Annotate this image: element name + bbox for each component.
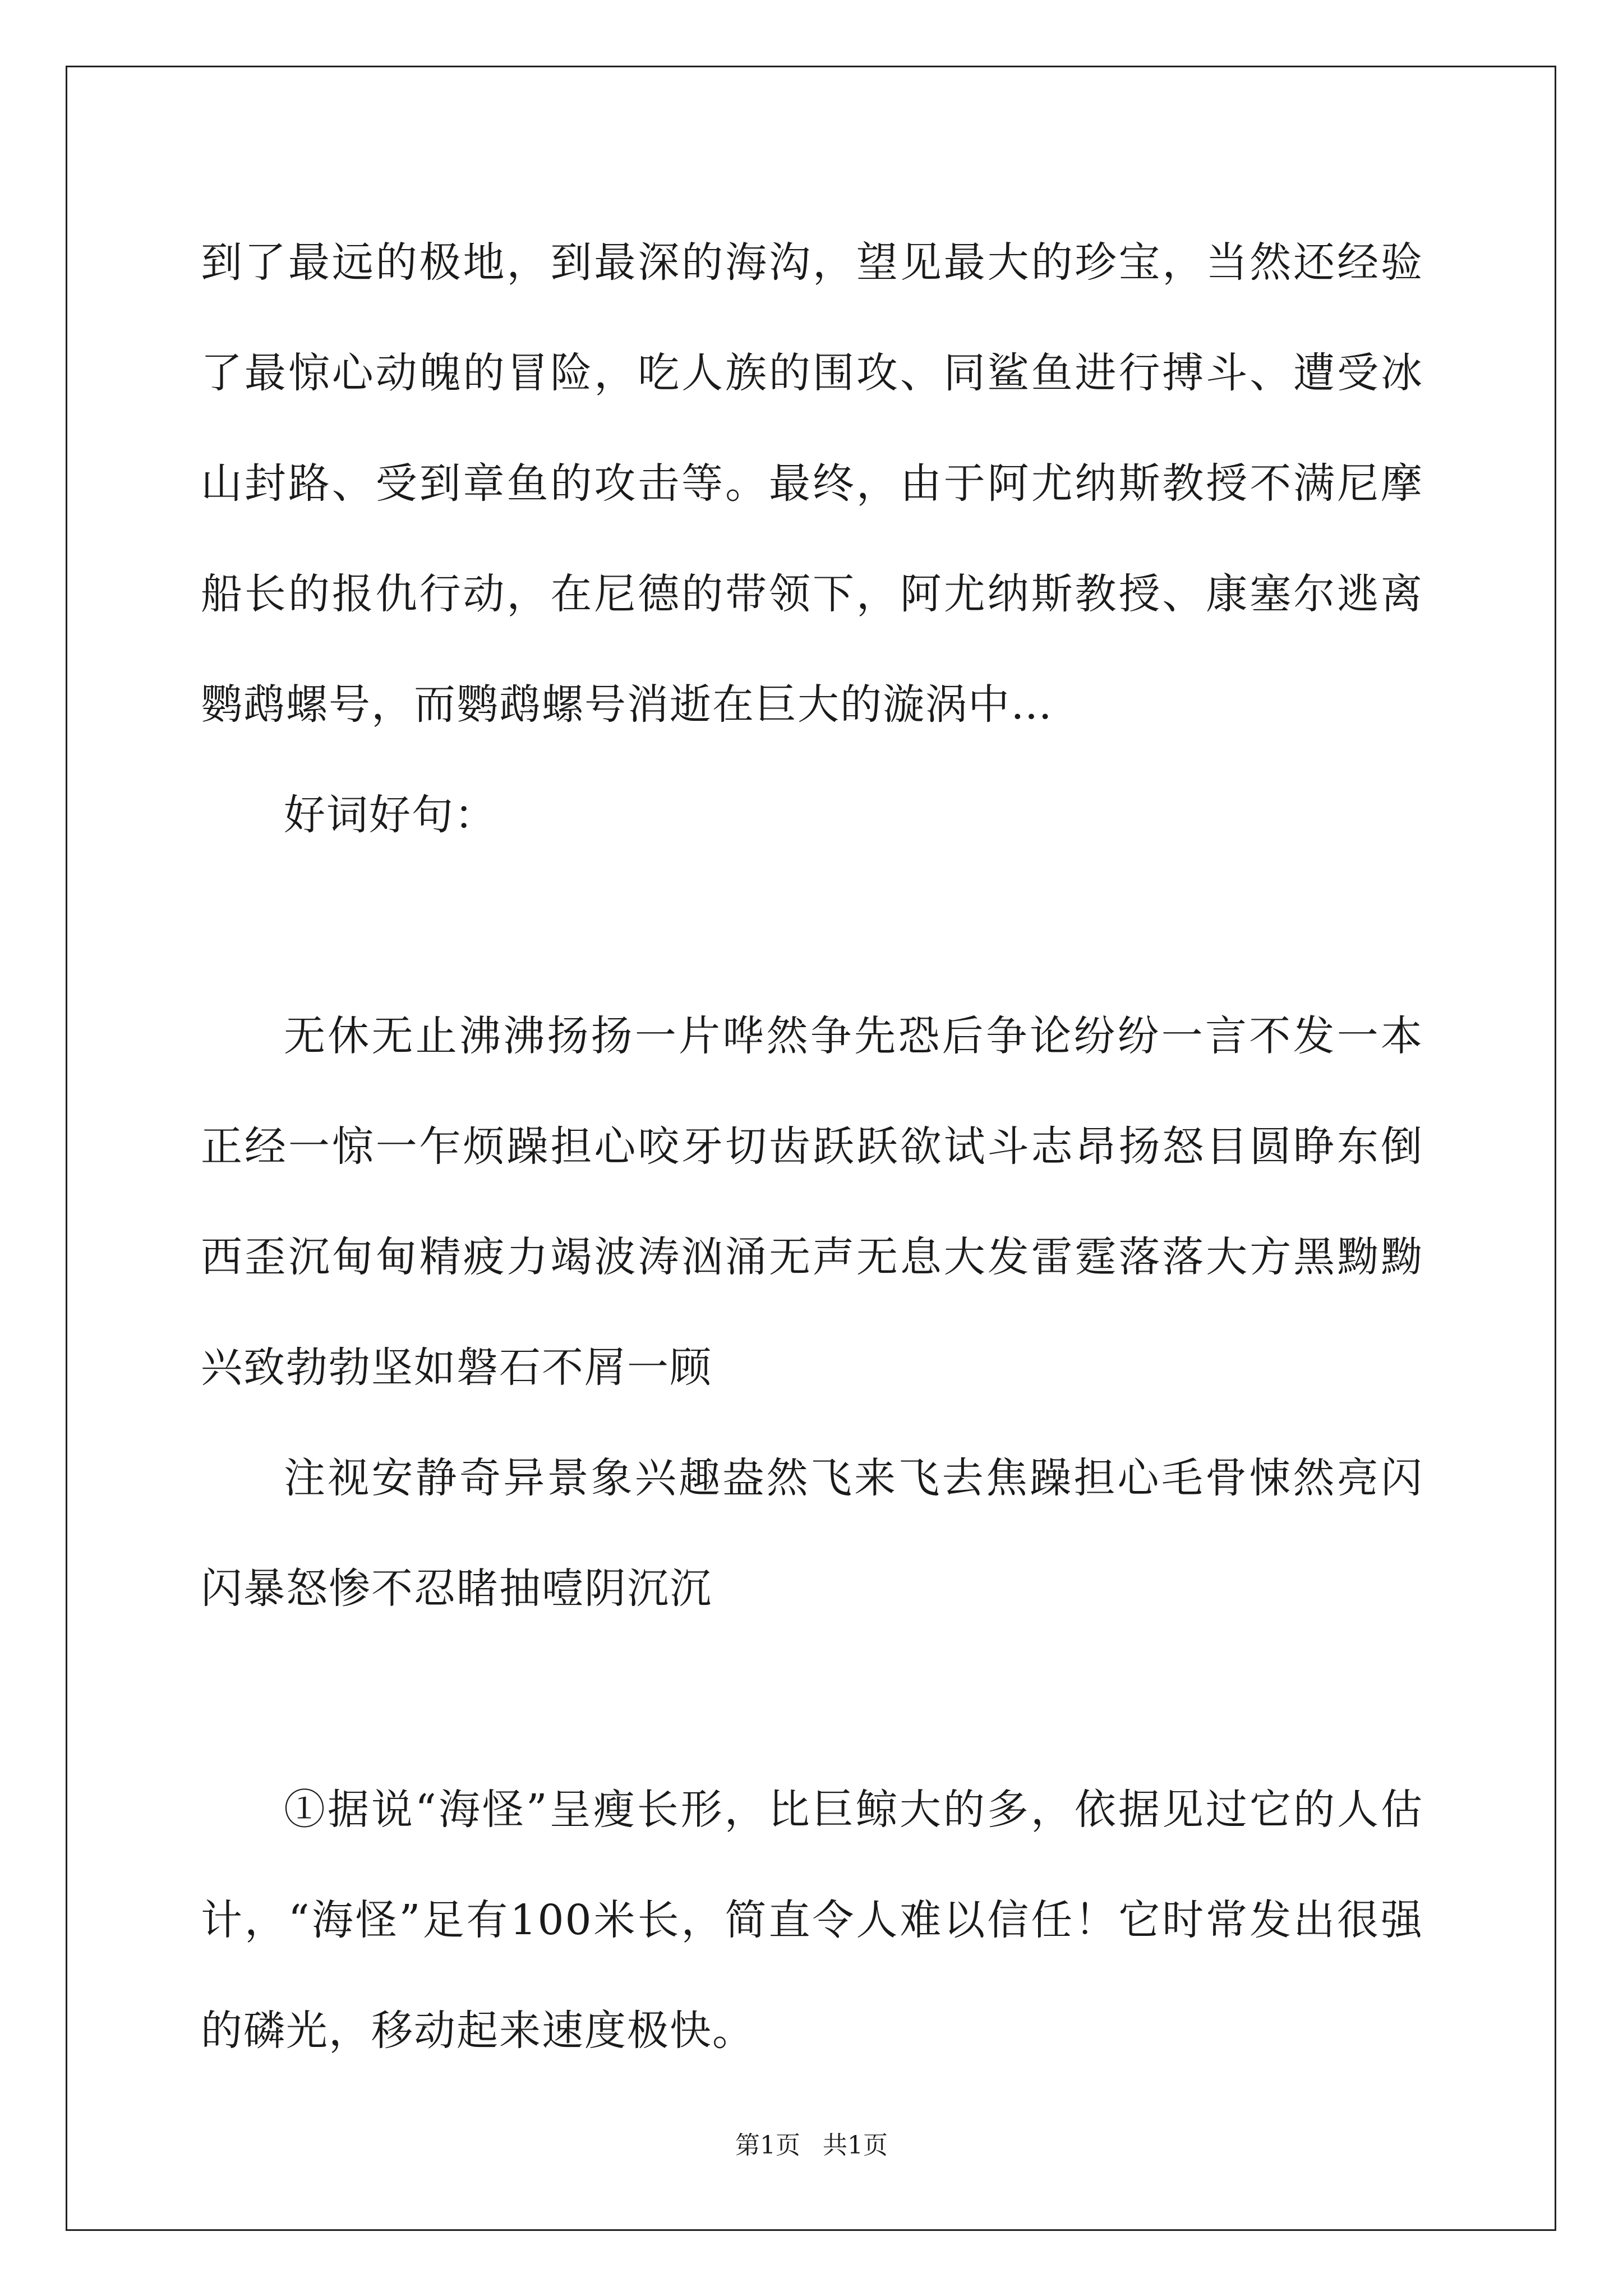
page-footer: [0, 2129, 1623, 2162]
page-number: 第1页: [735, 2131, 800, 2160]
blank-line: [201, 871, 1423, 981]
blank-line: [201, 1644, 1423, 1755]
paragraph-summary: 到了最远的极地，到最深的海沟，望见最大的珍宝，当然还经验了最惊心动魄的冒险，吃人族的围攻、同鲨鱼进行搏斗、遭受冰山封路、受到章鱼的攻击等。最终，由于阿尤纳斯教授不满尼摩船长的报仇行动，在尼德的带领下，阿尤纳斯教授、康塞尔逃离鹦鹉螺号，而鹦鹉螺号消逝在巨大的漩涡中…: [201, 238, 1423, 729]
document-body: [201, 208, 1423, 2086]
paragraph-sentence-1: ①据说“海怪”呈瘦长形，比巨鲸大的多，依据见过它的人估计，“海怪”足有100米长，简直令人难以信任！它时常发出很强的磷光，移动起来速度极快。: [201, 1786, 1423, 2055]
section-heading-good-words: 好词好句：: [284, 791, 497, 839]
page-total: 共1页: [823, 2131, 888, 2160]
paragraph-word-list-1: 无休无止沸沸扬扬一片哗然争先恐后争论纷纷一言不发一本正经一惊一乍烦躁担心咬牙切齿跃跃欲试斗志昂扬怒目圆睁东倒西歪沉甸甸精疲力竭波涛汹涌无声无息大发雷霆落落大方黑黝黝兴致勃勃坚如磐石不屑一顾: [201, 1012, 1423, 1392]
paragraph-word-list-2: 注视安静奇异景象兴趣盎然飞来飞去焦躁担心毛骨悚然亮闪闪暴怒惨不忍睹抽噎阴沉沉: [201, 1454, 1423, 1613]
